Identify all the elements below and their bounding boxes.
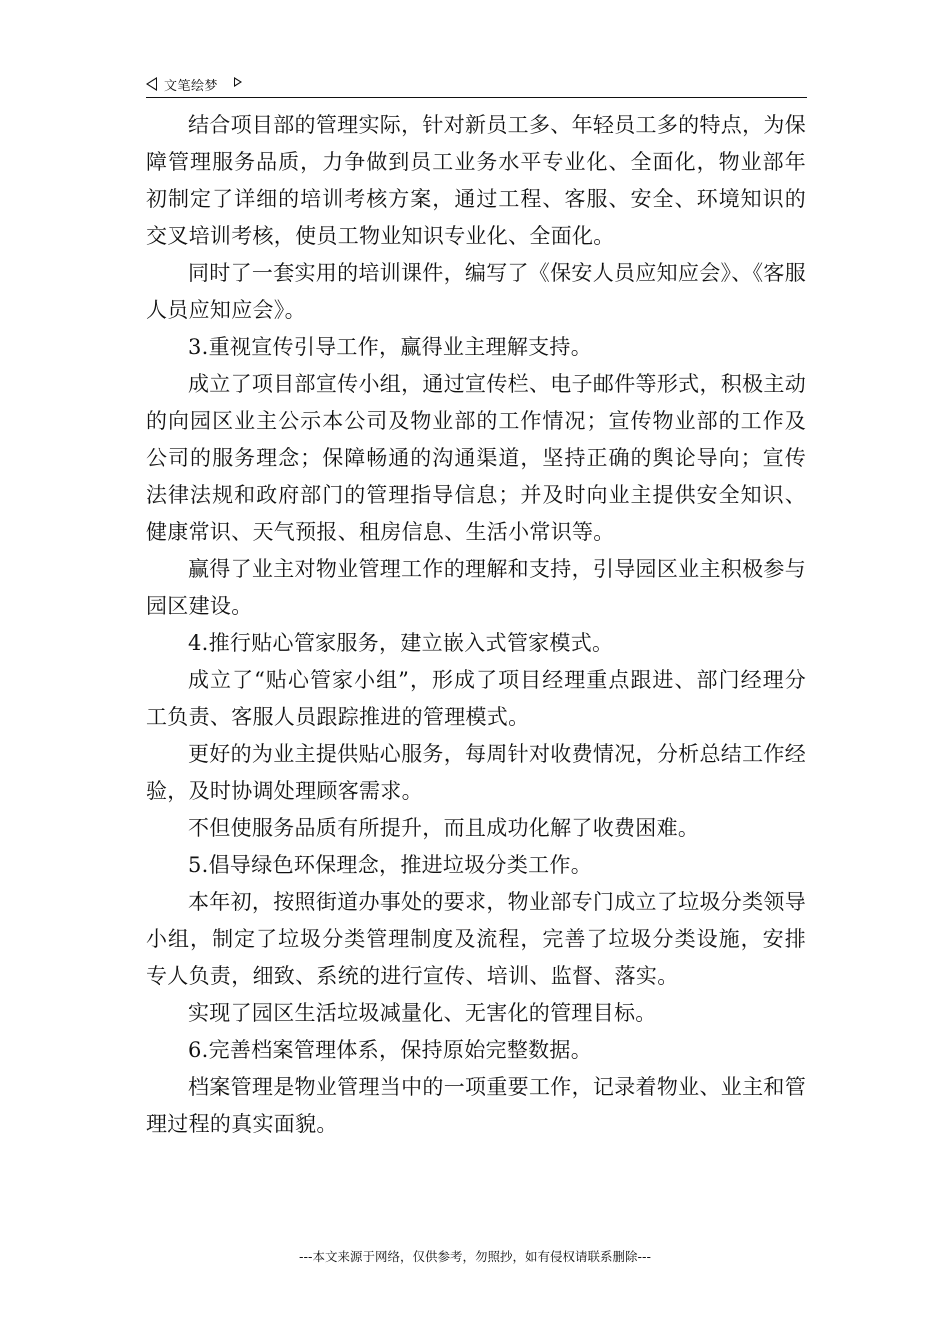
paragraph: 实现了园区生活垃圾减量化、无害化的管理目标。 [188,1001,657,1025]
header-divider [146,97,807,98]
paragraph: 不但使服务品质有所提升，而且成功化解了收费困难。 [188,816,700,840]
paragraph: 更好的为业主提供贴心服务，每周针对收费情况，分析总结工作经验，及时协调处理顾客需求。 [146,742,806,803]
paragraph: 档案管理是物业管理当中的一项重要工作，记录着物业、业主和管理过程的真实面貌。 [146,1075,806,1136]
section-heading: 5.倡导绿色环保理念，推进垃圾分类工作。 [188,853,593,877]
paragraph: 同时了一套实用的培训课件，编写了《保安人员应知应会》、《客服人员应知应会》。 [146,261,806,322]
document-body [146,107,806,1143]
paragraph: 成立了项目部宣传小组，通过宣传栏、电子邮件等形式，积极主动的向园区业主公示本公司及物业部的工作情况；宣传物业部的工作及公司的服务理念；保障畅通的沟通渠道，坚持正确的舆论导向；宣传法律法规和政府部门的管理指导信息；并及时向业主提供安全知识、健康常识、天气预报、租房信息、生活小常识等。 [146,372,806,544]
triangle-left-outline-icon [146,77,157,91]
page-footer: ---本文来源于网络，仅供参考，勿照抄，如有侵权请联系删除--- [298,1249,652,1264]
paragraph: 成立了“贴心管家小组”，形成了项目经理重点跟进、部门经理分工负责、客服人员跟踪推进的管理模式。 [146,668,806,729]
paragraph: 本年初，按照街道办事处的要求，物业部专门成立了垃圾分类领导小组，制定了垃圾分类管理制度及流程，完善了垃圾分类设施，安排专人负责，细致、系统的进行宣传、培训、监督、落实。 [146,890,806,988]
section-heading: 4.推行贴心管家服务，建立嵌入式管家模式。 [188,631,614,655]
section-heading: 3.重视宣传引导工作，赢得业主理解支持。 [188,335,593,359]
paragraph: 结合项目部的管理实际，针对新员工多、年轻员工多的特点，为保障管理服务品质，力争做到员工业务水平专业化、全面化，物业部年初制定了详细的培训考核方案，通过工程、客服、安全、环境知识的交叉培训考核，使员工物业知识专业化、全面化。 [146,113,806,248]
header-title: 文笔绘梦 [164,79,219,94]
page-header [146,74,806,98]
paragraph: 赢得了业主对物业管理工作的理解和支持，引导园区业主积极参与园区建设。 [146,557,806,618]
triangle-right-outline-icon [234,77,242,87]
section-heading: 6.完善档案管理体系，保持原始完整数据。 [188,1038,593,1062]
